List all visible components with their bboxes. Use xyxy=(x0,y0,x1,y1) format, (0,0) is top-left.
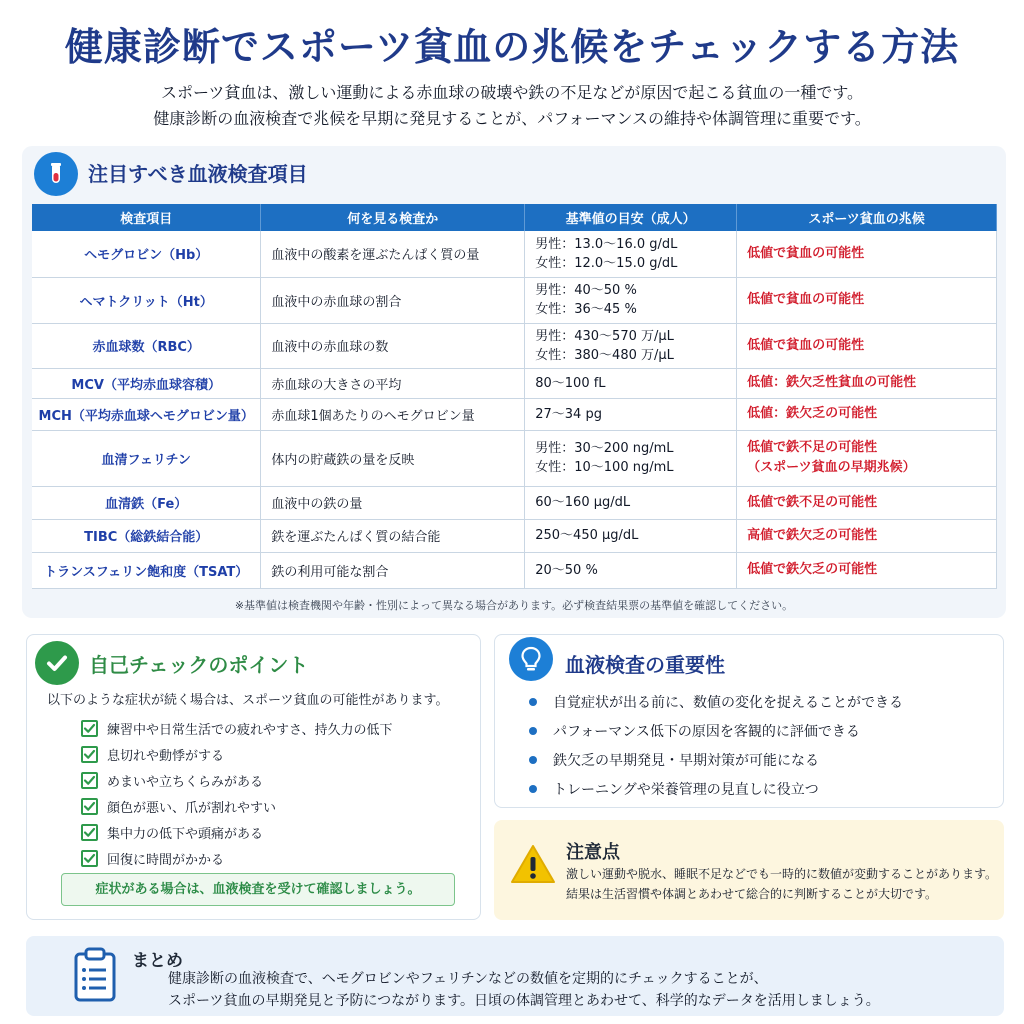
column-header: 検査項目 xyxy=(32,204,261,231)
reference-note: ※基準値は検査機関や年齢・性別によって異なる場合があります。必ず検査結果票の基準値を確認してください。 xyxy=(234,599,794,612)
test-name-cell: トランスフェリン飽和度（TSAT） xyxy=(32,552,261,588)
section-title: 自己チェックのポイント xyxy=(89,653,309,677)
reference-value-line: 男性：40〜50 % xyxy=(535,283,637,298)
self-check-lead: 以下のような症状が続く場合は、スポーツ貧血の可能性があります。 xyxy=(47,693,449,708)
anemia-sign-line: 低値：鉄欠乏性貧血の可能性 xyxy=(747,375,917,390)
reference-value-line: 女性：380〜480 万/μL xyxy=(535,347,674,363)
test-name-cell: TIBC（総鉄結合能） xyxy=(32,519,261,552)
checklist-item xyxy=(81,793,392,819)
checklist-label: 練習中や日常生活での疲れやすさ、持久力の低下 xyxy=(107,722,393,738)
reference-value-line: 女性：12.0〜15.0 g/dL xyxy=(535,255,678,271)
anemia-sign-cell xyxy=(737,430,997,486)
anemia-sign-line: 低値で鉄不足の可能性 xyxy=(747,494,878,510)
reference-value-line: 80〜100 fL xyxy=(535,375,606,391)
table-row xyxy=(32,277,997,323)
reference-value-cell xyxy=(525,519,737,552)
table-row xyxy=(32,486,997,519)
test-name-cell: MCV（平均赤血球容積） xyxy=(32,368,261,398)
anemia-sign-cell xyxy=(737,398,997,430)
column-header: 何を見る検査か xyxy=(261,204,525,231)
checkbox-icon xyxy=(81,798,98,815)
section-title: 注目すべき血液検査項目 xyxy=(88,162,308,186)
anemia-sign-cell xyxy=(737,368,997,398)
anemia-sign-cell xyxy=(737,277,997,323)
checklist-label: 集中力の低下や頭痛がある xyxy=(107,826,264,842)
caution-line: 結果は生活習慣や体調とあわせて総合的に判断することが大切です。 xyxy=(566,887,938,901)
table-row xyxy=(32,519,997,552)
table-row xyxy=(32,552,997,588)
checklist-item xyxy=(81,767,392,793)
anemia-sign-cell xyxy=(737,323,997,368)
warning-icon xyxy=(510,844,556,888)
importance-label: パフォーマンス低下の原因を客観的に評価できる xyxy=(553,723,860,740)
reference-value-cell xyxy=(525,398,737,430)
section-title: 血液検査の重要性 xyxy=(565,653,725,677)
checkup-callout: 症状がある場合は、血液検査を受けて確認しましょう。 xyxy=(61,873,455,906)
reference-value-cell xyxy=(525,368,737,398)
self-check-section xyxy=(26,634,481,920)
importance-label: 自覚症状が出る前に、数値の変化を捉えることができる xyxy=(553,694,903,711)
test-purpose-cell: 鉄を運ぶたんぱく質の結合能 xyxy=(261,519,525,552)
intro-text xyxy=(0,80,1024,132)
blood-tests-section xyxy=(22,146,1006,618)
test-purpose-cell: 血液中の赤血球の数 xyxy=(261,323,525,368)
checkbox-icon xyxy=(81,850,98,867)
test-purpose-cell: 鉄の利用可能な割合 xyxy=(261,552,525,588)
blood-test-table xyxy=(32,204,997,589)
summary-line: スポーツ貧血の早期発見と予防につながります。日頃の体調管理とあわせて、科学的なデータを活用しましょう。 xyxy=(168,993,880,1009)
checklist-label: 回復に時間がかかる xyxy=(107,852,225,868)
test-purpose-cell: 血液中の鉄の量 xyxy=(261,486,525,519)
table-row xyxy=(32,323,997,368)
importance-item xyxy=(529,716,903,745)
importance-label: 鉄欠乏の早期発見・早期対策が可能になる xyxy=(553,752,819,769)
symptom-checklist xyxy=(81,715,392,871)
reference-value-line: 男性：30〜200 ng/mL xyxy=(535,441,674,456)
anemia-sign-line: 高値で鉄欠乏の可能性 xyxy=(747,527,878,543)
reference-value-cell xyxy=(525,323,737,368)
intro-line: 健康診断の血液検査で兆候を早期に発見することが、パフォーマンスの維持や体調管理に重要です。 xyxy=(153,109,871,128)
importance-list xyxy=(529,687,903,803)
anemia-sign-line: （スポーツ貧血の早期兆候） xyxy=(747,460,916,475)
anemia-sign-cell xyxy=(737,231,997,277)
checkbox-icon xyxy=(81,746,98,763)
reference-value-cell xyxy=(525,430,737,486)
reference-value-line: 250〜450 μg/dL xyxy=(535,528,639,543)
importance-item xyxy=(529,774,903,803)
test-name-cell: ヘモグロビン（Hb） xyxy=(32,231,261,277)
test-purpose-cell: 血液中の酸素を運ぶたんぱく質の量 xyxy=(261,231,525,277)
bullet-icon xyxy=(529,727,537,735)
table-row xyxy=(32,368,997,398)
summary-section xyxy=(26,936,1004,1016)
anemia-sign-line: 低値で貧血の可能性 xyxy=(747,292,865,307)
test-name-cell: 赤血球数（RBC） xyxy=(32,323,261,368)
reference-value-cell xyxy=(525,552,737,588)
anemia-sign-cell xyxy=(737,552,997,588)
checkbox-icon xyxy=(81,824,98,841)
test-tube-icon xyxy=(34,152,78,196)
clipboard-icon xyxy=(72,946,118,1008)
table-header-row xyxy=(32,204,997,231)
test-name-cell: ヘマトクリット（Ht） xyxy=(32,277,261,323)
summary-text xyxy=(168,968,880,1012)
bullet-icon xyxy=(529,698,537,706)
importance-item xyxy=(529,687,903,716)
bullet-icon xyxy=(529,785,537,793)
reference-value-line: 27〜34 pg xyxy=(535,406,602,422)
test-purpose-cell: 血液中の赤血球の割合 xyxy=(261,277,525,323)
checklist-item xyxy=(81,819,392,845)
anemia-sign-line: 低値で鉄不足の可能性 xyxy=(747,440,878,455)
table-row xyxy=(32,398,997,430)
table-row xyxy=(32,430,997,486)
reference-value-cell xyxy=(525,231,737,277)
bullet-icon xyxy=(529,756,537,764)
checklist-label: めまいや立ちくらみがある xyxy=(107,774,264,790)
reference-value-line: 女性：10〜100 ng/mL xyxy=(535,460,674,475)
section-title: 注意点 xyxy=(566,842,620,863)
caution-text xyxy=(566,864,997,904)
reference-value-line: 男性：13.0〜16.0 g/dL xyxy=(535,236,678,252)
checklist-item xyxy=(81,715,392,741)
test-name-cell: 血清フェリチン xyxy=(32,430,261,486)
check-circle-icon xyxy=(35,641,79,685)
test-name-cell: MCH（平均赤血球ヘモグロビン量） xyxy=(32,398,261,430)
checkbox-icon xyxy=(81,720,98,737)
intro-line: スポーツ貧血は、激しい運動による赤血球の破壊や鉄の不足などが原因で起こる貧血の一種です。 xyxy=(160,83,864,102)
importance-label: トレーニングや栄養管理の見直しに役立つ xyxy=(553,781,819,798)
column-header: スポーツ貧血の兆候 xyxy=(737,204,997,231)
caution-section xyxy=(494,820,1004,920)
anemia-sign-line: 低値：鉄欠乏の可能性 xyxy=(747,406,878,421)
table-row xyxy=(32,231,997,277)
checklist-label: 息切れや動悸がする xyxy=(107,748,225,764)
anemia-sign-cell xyxy=(737,519,997,552)
checklist-item xyxy=(81,845,392,871)
checklist-label: 顔色が悪い、爪が割れやすい xyxy=(107,800,277,816)
checklist-item xyxy=(81,741,392,767)
page-title: 健康診断でスポーツ貧血の兆候をチェックする方法 xyxy=(64,25,960,69)
lightbulb-icon xyxy=(509,637,553,681)
summary-line: 健康診断の血液検査で、ヘモグロビンやフェリチンなどの数値を定期的にチェックすることが、 xyxy=(168,971,768,987)
reference-value-line: 男性：430〜570 万/μL xyxy=(535,328,674,344)
section-title: まとめ xyxy=(132,951,183,971)
test-purpose-cell: 赤血球1個あたりのヘモグロビン量 xyxy=(261,398,525,430)
reference-value-line: 女性：36〜45 % xyxy=(535,302,637,317)
importance-section xyxy=(494,634,1004,808)
anemia-sign-line: 低値で貧血の可能性 xyxy=(747,337,865,353)
caution-line: 激しい運動や脱水、睡眠不足などでも一時的に数値が変動することがあります。 xyxy=(566,867,998,881)
anemia-sign-cell xyxy=(737,486,997,519)
importance-item xyxy=(529,745,903,774)
reference-value-line: 60〜160 μg/dL xyxy=(535,495,631,510)
test-purpose-cell: 体内の貯蔵鉄の量を反映 xyxy=(261,430,525,486)
anemia-sign-line: 低値で貧血の可能性 xyxy=(747,245,865,261)
reference-value-line: 20〜50 % xyxy=(535,562,598,578)
reference-value-cell xyxy=(525,486,737,519)
test-name-cell: 血清鉄（Fe） xyxy=(32,486,261,519)
reference-value-cell xyxy=(525,277,737,323)
checkbox-icon xyxy=(81,772,98,789)
anemia-sign-line: 低値で鉄欠乏の可能性 xyxy=(747,562,878,577)
test-purpose-cell: 赤血球の大きさの平均 xyxy=(261,368,525,398)
column-header: 基準値の目安（成人） xyxy=(525,204,737,231)
